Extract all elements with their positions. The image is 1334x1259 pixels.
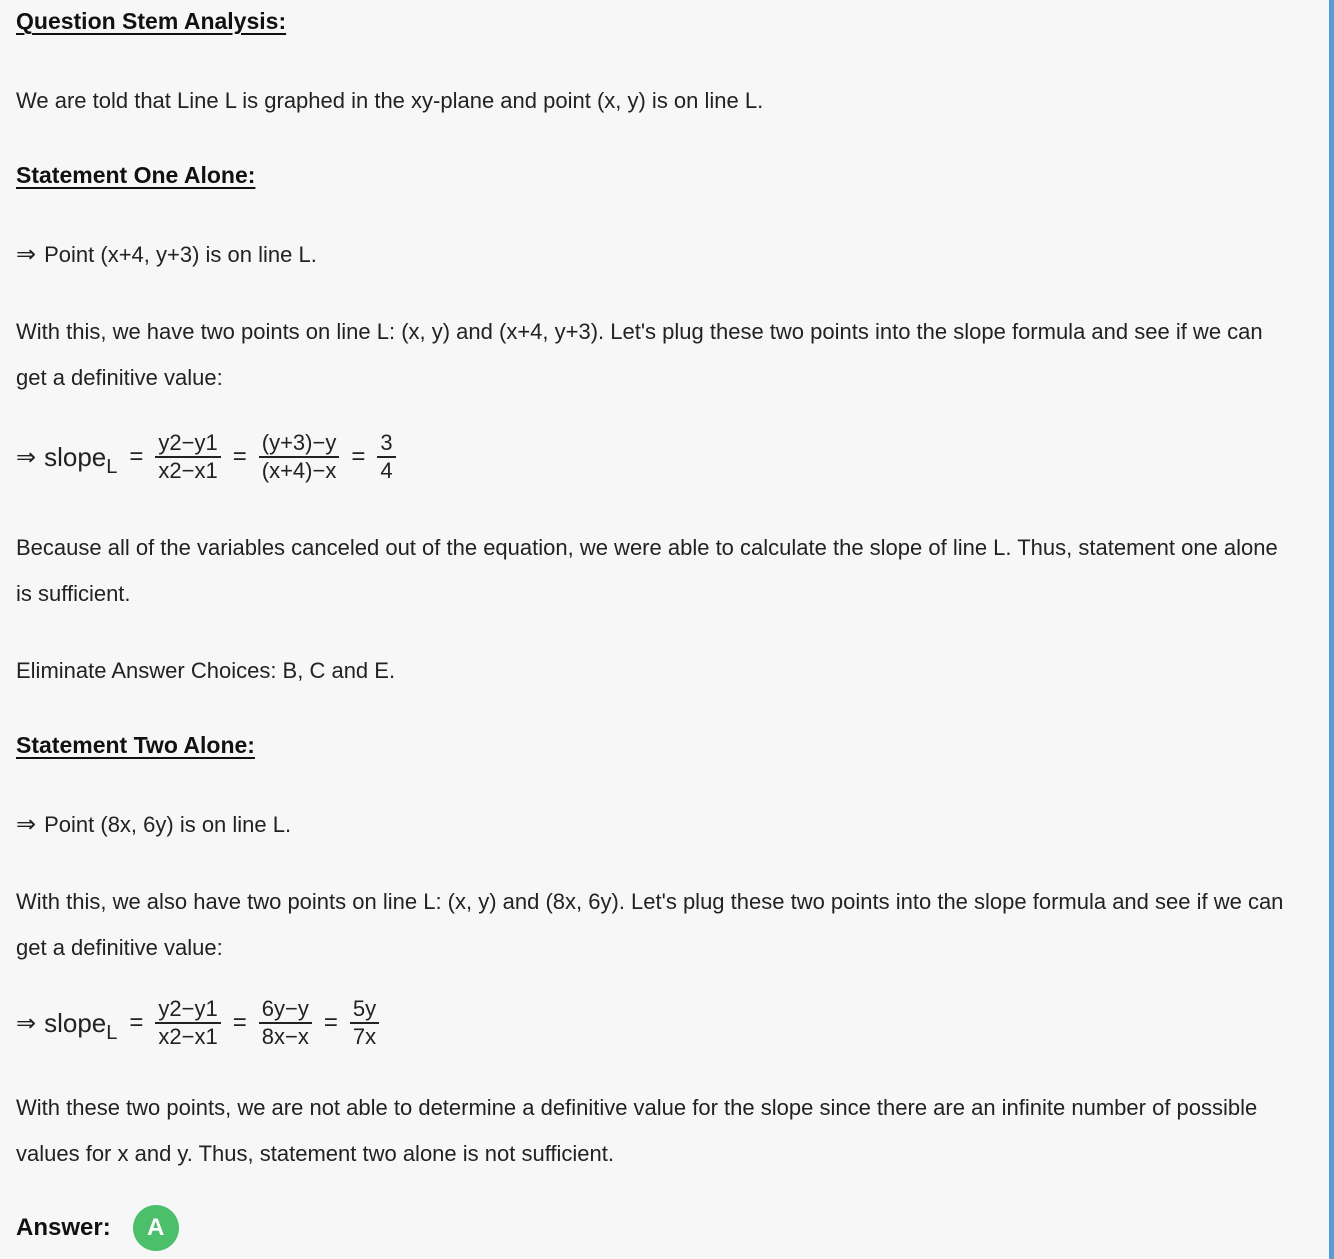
slope-subscript: L xyxy=(106,1021,118,1044)
heading-statement-two: Statement Two Alone: xyxy=(16,732,255,758)
statement-one-intro: With this, we have two points on line L: (x, y) and (x+4, y+3). Let's plug these two points into the slope formula and see if we can get a definitive value: xyxy=(16,319,1263,390)
equals-sign: = xyxy=(232,1009,247,1036)
implies-arrow-icon: ⇒ xyxy=(16,811,37,838)
fraction-denominator: 7x xyxy=(352,1024,377,1049)
fraction-denominator: (x+4)−x xyxy=(261,458,337,483)
implies-arrow-icon: ⇒ xyxy=(16,1009,37,1037)
stem-paragraph: We are told that Line L is graphed in the xy-plane and point (x, y) is on line L. xyxy=(16,88,764,113)
slope-formula-fraction xyxy=(155,430,220,484)
statement-one-point-text: Point (x+4, y+3) is on line L. xyxy=(44,242,317,267)
fraction-denominator: x2−x1 xyxy=(158,1024,218,1049)
fraction-numerator: 5y xyxy=(350,996,379,1024)
fraction-denominator: x2−x1 xyxy=(158,458,218,483)
equals-sign: = xyxy=(232,443,247,470)
fraction-numerator: (y+3)−y xyxy=(259,430,340,458)
slope-label: slope xyxy=(44,441,107,472)
statement-two-conclusion: With these two points, we are not able to determine a definitive value for the slope since there are an infinite number of possible values for x and y. Thus, statement two alone is not sufficient. xyxy=(16,1095,1258,1166)
fraction-numerator: y2−y1 xyxy=(155,996,220,1024)
statement-two-point xyxy=(16,802,1291,848)
answer-label: Answer: xyxy=(16,1214,111,1241)
implies-arrow-icon: ⇒ xyxy=(16,241,37,268)
eliminate-choices: Eliminate Answer Choices: B, C and E. xyxy=(16,658,396,683)
slope-formula-fraction xyxy=(155,996,220,1050)
slope-subscript: L xyxy=(106,455,118,478)
statement-one-point xyxy=(16,232,1291,278)
fraction-numerator: 6y−y xyxy=(259,996,312,1024)
implies-arrow-icon: ⇒ xyxy=(16,443,37,471)
slope-equation-one xyxy=(16,430,396,484)
equals-sign: = xyxy=(351,443,366,470)
slope-label: slope xyxy=(44,1007,107,1038)
answer-row xyxy=(16,1205,179,1251)
equals-sign: = xyxy=(129,1009,144,1036)
statement-two-intro: With this, we also have two points on line L: (x, y) and (8x, 6y). Let's plug these two points into the slope formula and see if we can get a definitive value: xyxy=(16,889,1284,960)
fraction-numerator: y2−y1 xyxy=(155,430,220,458)
fraction-denominator: 8x−x xyxy=(261,1024,309,1049)
fraction-numerator: 3 xyxy=(377,430,395,458)
result-fraction xyxy=(377,430,395,484)
answer-choice-badge: A xyxy=(133,1205,179,1251)
statement-one-conclusion: Because all of the variables canceled out of the equation, we were able to calculate the slope of line L. Thus, statement one alone is sufficient. xyxy=(16,535,1278,606)
fraction-denominator: 4 xyxy=(380,458,393,483)
result-fraction xyxy=(350,996,379,1050)
statement-two-point-text: Point (8x, 6y) is on line L. xyxy=(44,812,292,837)
equals-sign: = xyxy=(323,1009,338,1036)
substituted-fraction xyxy=(259,430,340,484)
substituted-fraction xyxy=(259,996,312,1050)
scroll-edge-rule xyxy=(1329,0,1334,1259)
heading-statement-one: Statement One Alone: xyxy=(16,162,256,188)
heading-question-stem: Question Stem Analysis: xyxy=(16,8,287,34)
equals-sign: = xyxy=(129,443,144,470)
slope-equation-two xyxy=(16,996,379,1050)
